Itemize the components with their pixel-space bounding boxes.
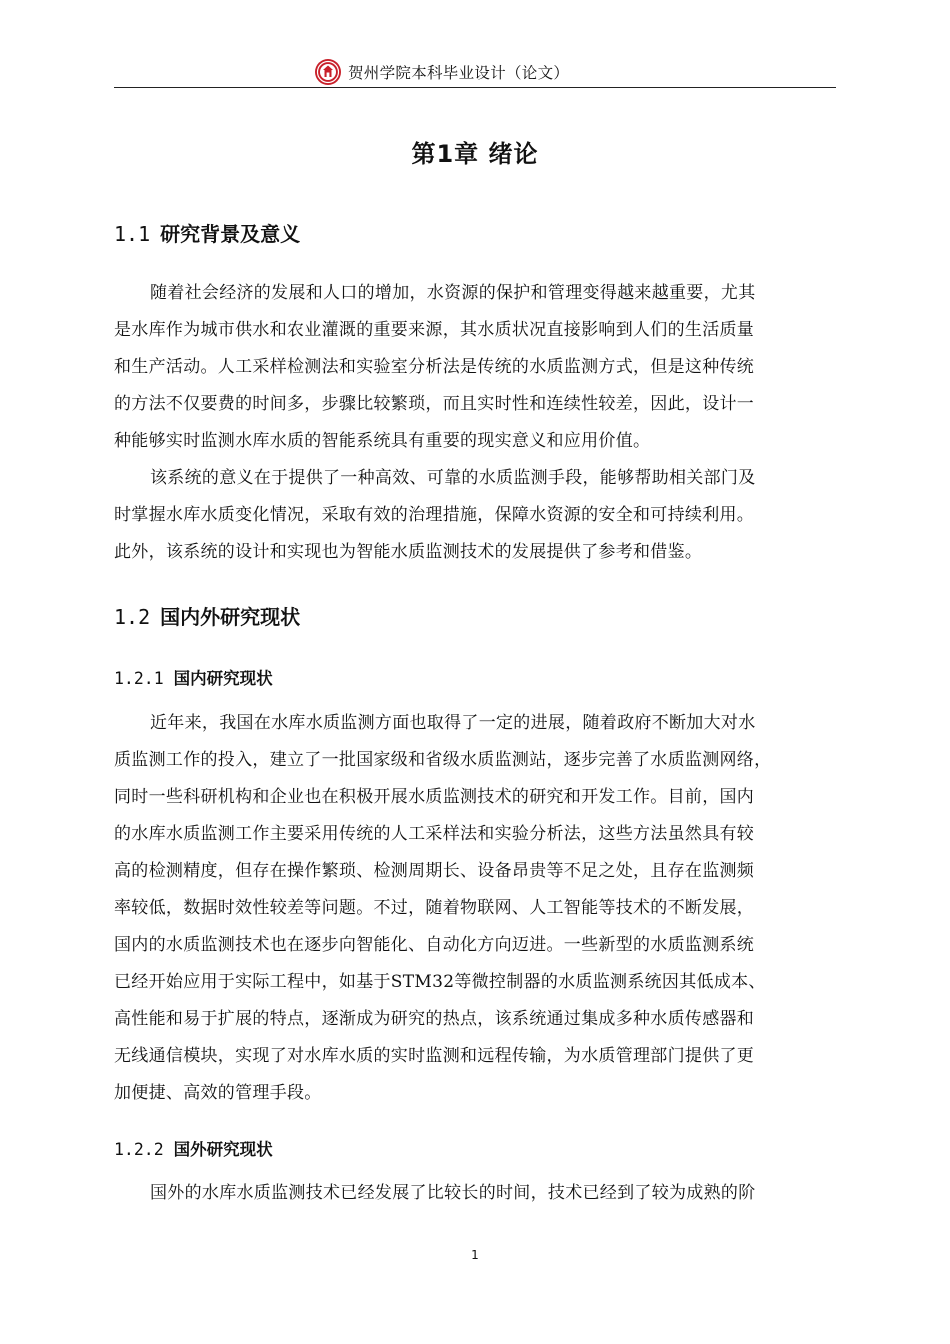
text-line: 已经开始应用于实际工程中，如基于STM32等微控制器的水质监测系统因其低成本、 — [114, 972, 766, 992]
text-line: 时掌握水库水质变化情况，采取有效的治理措施，保障水资源的安全和可持续利用。 — [114, 505, 755, 525]
paragraph-domestic — [114, 705, 838, 1112]
text-line: 国外的水库水质监测技术已经发展了比较长的时间，技术已经到了较为成熟的阶 — [150, 1183, 756, 1203]
text-line: 是水库作为城市供水和农业灌溉的重要来源，其水质状况直接影响到人们的生活质量 — [114, 320, 755, 340]
subsection-heading-1-2-2 — [114, 1136, 273, 1160]
paragraph-foreign — [114, 1175, 838, 1212]
header-divider — [114, 87, 836, 88]
text-line: 和生产活动。人工采样检测法和实验室分析法是传统的水质监测方式，但是这种传统 — [114, 357, 755, 377]
subsection-title: 国内研究现状 — [173, 669, 273, 688]
page-number: 1 — [471, 1248, 479, 1262]
text-line: 高的检测精度，但存在操作繁琐、检测周期长、设备昂贵等不足之处，且存在监测频 — [114, 861, 755, 881]
section-number: 1.1 — [114, 222, 151, 246]
text-line: 该系统的意义在于提供了一种高效、可靠的水质监测手段，能够帮助相关部门及 — [150, 468, 756, 488]
text-line: 同时一些科研机构和企业也在积极开展水质监测技术的研究和开发工作。目前，国内 — [114, 787, 755, 807]
text-line: 国内的水质监测技术也在逐步向智能化、自动化方向迈进。一些新型的水质监测系统 — [114, 935, 755, 955]
text-line: 此外，该系统的设计和实现也为智能水质监测技术的发展提供了参考和借鉴。 — [114, 542, 703, 562]
subsection-title: 国外研究现状 — [173, 1140, 273, 1159]
university-logo-icon — [314, 58, 342, 86]
subsection-heading-1-2-1 — [114, 665, 273, 689]
section-heading-1-1 — [114, 218, 300, 247]
text-line: 种能够实时监测水库水质的智能系统具有重要的现实意义和应用价值。 — [114, 431, 651, 451]
text-line: 近年来，我国在水库水质监测方面也取得了一定的进展，随着政府不断加大对水 — [150, 713, 756, 733]
paragraph-background — [114, 275, 838, 460]
chapter-title: 第1章 绪论 — [411, 140, 539, 168]
section-title: 研究背景及意义 — [160, 222, 301, 246]
text-line: 的水库水质监测工作主要采用传统的人工采样法和实验分析法，这些方法虽然具有较 — [114, 824, 755, 844]
text-line: 率较低，数据时效性较差等问题。不过，随着物联网、人工智能等技术的不断发展， — [114, 898, 755, 918]
page-header — [114, 56, 836, 90]
section-title: 国内外研究现状 — [160, 605, 301, 629]
text-line: 的方法不仅要费的时间多，步骤比较繁琐，而且实时性和连续性较差，因此，设计一 — [114, 394, 755, 414]
subsection-number: 1.2.1 — [114, 669, 164, 688]
text-line: 高性能和易于扩展的特点，逐渐成为研究的热点，该系统通过集成多种水质传感器和 — [114, 1009, 755, 1029]
section-number: 1.2 — [114, 605, 151, 629]
text-line: 加便捷、高效的管理手段。 — [114, 1083, 322, 1103]
text-line: 无线通信模块，实现了对水库水质的实时监测和远程传输，为水质管理部门提供了更 — [114, 1046, 755, 1066]
section-heading-1-2 — [114, 601, 300, 630]
header-title: 贺州学院本科毕业设计（论文） — [348, 64, 570, 82]
text-line: 质监测工作的投入，建立了一批国家级和省级水质监测站，逐步完善了水质监测网络， — [114, 750, 772, 770]
subsection-number: 1.2.2 — [114, 1140, 164, 1159]
header-content — [314, 58, 569, 86]
paragraph-significance — [114, 460, 838, 571]
text-line: 随着社会经济的发展和人口的增加，水资源的保护和管理变得越来越重要，尤其 — [150, 283, 756, 303]
